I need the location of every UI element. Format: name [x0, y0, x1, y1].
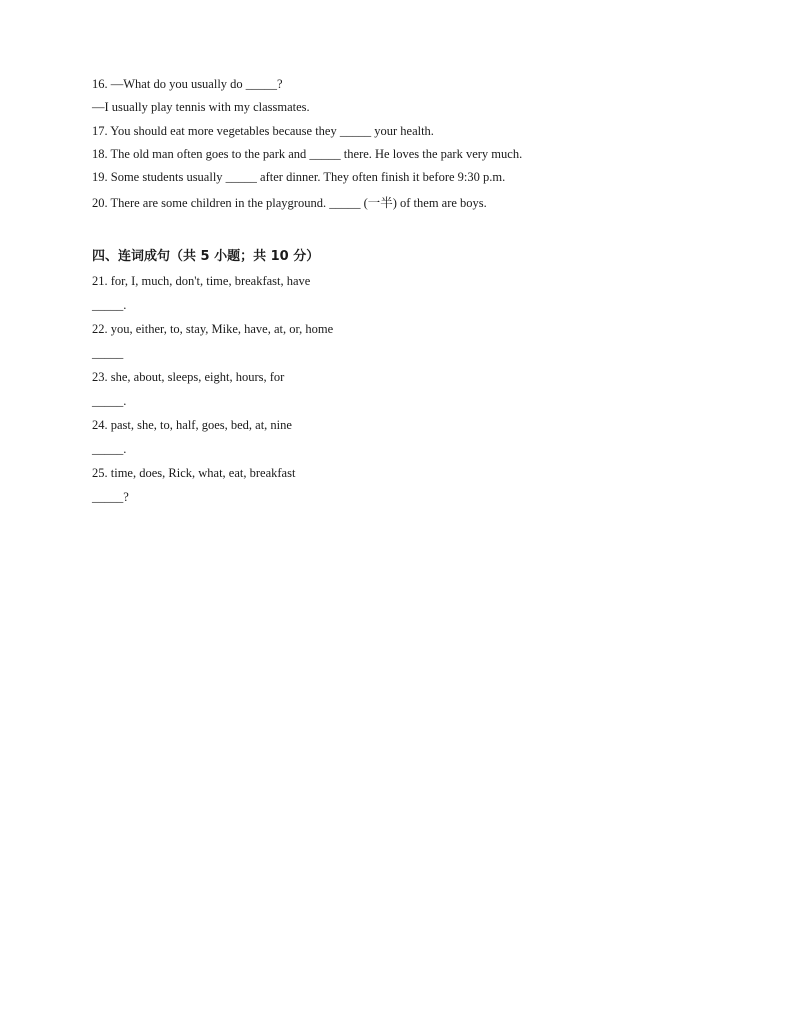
question-25: [92, 461, 712, 509]
answer-blank: _____.: [92, 394, 127, 409]
sentence-building-section: [92, 245, 712, 509]
question-words: 22. you, either, to, stay, Mike, have, at, or, home: [92, 322, 334, 337]
question-23: [92, 365, 712, 413]
question-16: 16. —What do you usually do _____?: [92, 77, 283, 91]
question-20: 20. There are some children in the playground. _____ (一半) of them are boys.: [92, 196, 487, 211]
question-18: 18. The old man often goes to the park and _____ there. He loves the park very much.: [92, 146, 523, 161]
answer-blank: _____?: [92, 490, 129, 505]
question-words: 25. time, does, Rick, what, eat, breakfast: [92, 466, 296, 481]
answer-blank: _____: [92, 346, 124, 361]
section-title: 四、连词成句（共 5 小题；共 10 分）: [92, 249, 320, 265]
question-17: 17. You should eat more vegetables because they _____ your health.: [92, 123, 434, 138]
answer-16-example: —I usually play tennis with my classmates.: [92, 100, 310, 115]
answer-blank: _____.: [92, 298, 127, 313]
question-words: 24. past, she, to, half, goes, bed, at, nine: [92, 418, 292, 433]
question-24: [92, 413, 712, 461]
question-22: [92, 317, 712, 365]
question-words: 23. she, about, sleeps, eight, hours, for: [92, 370, 285, 385]
question-words: 21. for, I, much, don't, time, breakfast, have: [92, 274, 311, 289]
page-content: [92, 73, 712, 509]
section-spacer: [92, 217, 712, 245]
answer-blank: _____.: [92, 442, 127, 457]
question-21: [92, 269, 712, 317]
question-19: 19. Some students usually _____ after dinner. They often finish it before 9:30 p.m.: [92, 170, 506, 185]
fill-in-section: [92, 73, 712, 217]
